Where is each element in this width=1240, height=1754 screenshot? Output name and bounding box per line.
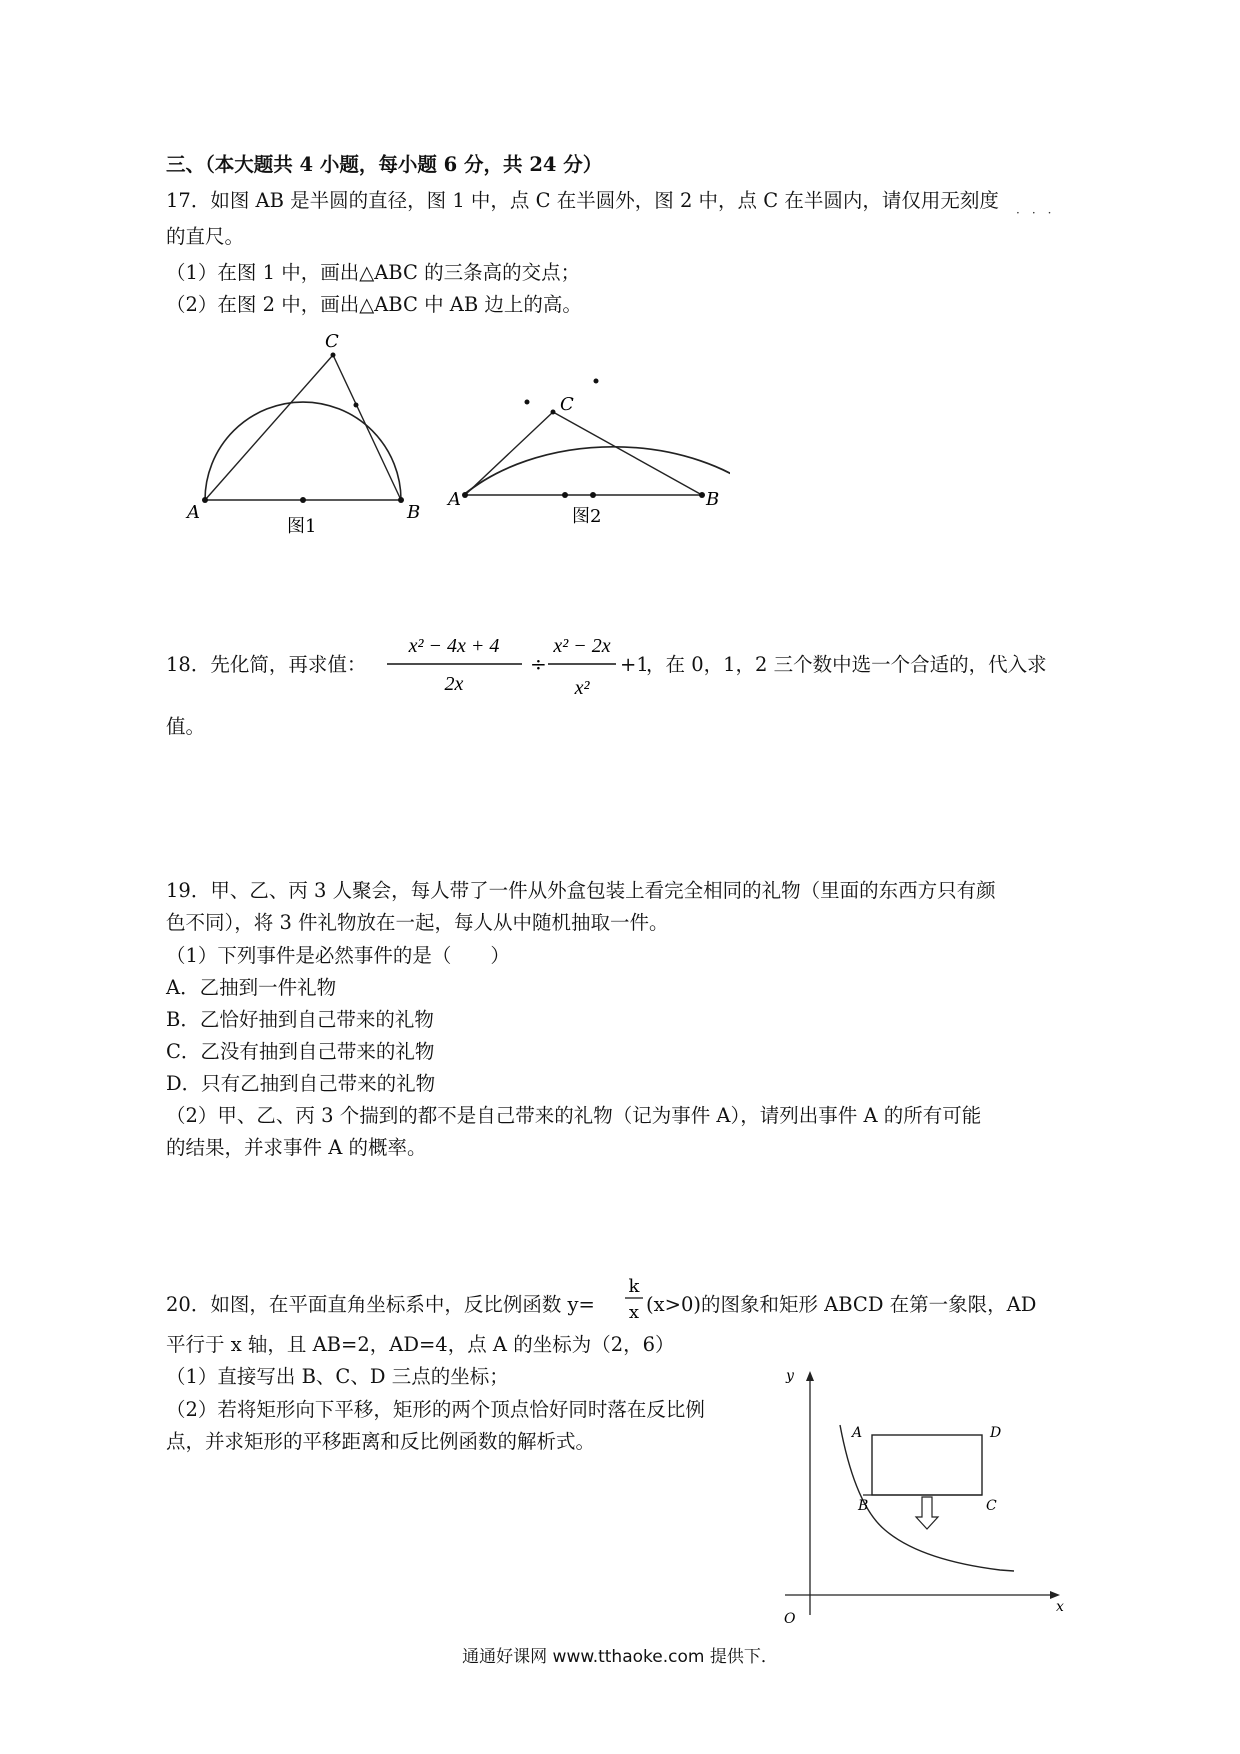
x-axis-arrow	[1050, 1591, 1060, 1599]
fig1-caption: 图1	[287, 516, 317, 537]
q20-graph	[770, 1365, 1070, 1640]
point-c	[551, 410, 556, 415]
q20-part1: （1）直接写出 B、C、D 三点的坐标；	[166, 1365, 509, 1388]
label-c: C	[560, 394, 574, 415]
q19-option-d: D．只有乙抽到自己带来的礼物	[166, 1072, 436, 1095]
center-point-1	[562, 492, 568, 498]
point-c	[331, 353, 336, 358]
center-point-2	[590, 492, 596, 498]
q19-option-b: B．乙恰好抽到自己带来的礼物	[166, 1008, 434, 1031]
semicircle-arc	[205, 402, 401, 500]
q19-option-a: A．乙抽到一件礼物	[166, 976, 337, 999]
label-c: C	[986, 1498, 997, 1514]
emphasis-dots: ···	[1016, 206, 1064, 220]
label-x: x	[1056, 1599, 1064, 1615]
q18-suffix: ，在 0，1，2 三个数中选一个合适的，代入求	[646, 653, 1047, 676]
arc-top-point	[594, 379, 599, 384]
q18-expression	[382, 628, 632, 708]
point-b	[398, 497, 404, 503]
fig2-caption: 图2	[572, 506, 602, 527]
divide-sign: ÷	[530, 652, 547, 676]
label-b: B	[407, 502, 421, 523]
figure-2	[440, 360, 730, 540]
q19-line1: 19．甲、乙、丙 3 人聚会，每人带了一件从外盒包装上看完全相同的礼物（里面的东西方只有颜	[166, 879, 996, 902]
q19-part2-line2: 的结果，并求事件 A 的概率。	[166, 1136, 427, 1159]
arc-left-point	[525, 400, 530, 405]
side-bc	[553, 412, 702, 495]
intersection-point	[354, 403, 359, 408]
side-bc	[333, 355, 401, 500]
q19-part2-line1: （2）甲、乙、丙 3 个揣到的都不是自己带来的礼物（记为事件 A），请列出事件 A 的所有可能	[166, 1104, 982, 1127]
q19-line2: 色不同），将 3 件礼物放在一起，每人从中随机抽取一件。	[166, 911, 669, 934]
q19-part1: （1）下列事件是必然事件的是（ ）	[166, 944, 510, 967]
frac1-denominator: 2x	[444, 673, 464, 695]
frac1-numerator: x² − 4x + 4	[408, 635, 500, 657]
q17-part2: （2）在图 2 中，画出△ABC 中 AB 边上的高。	[166, 293, 582, 316]
fraction-denominator: x	[628, 1302, 640, 1323]
q17-line1: 17．如图 AB 是半圆的直径，图 1 中，点 C 在半圆外，图 2 中，点 C 在半圆内，请仅用无刻度	[166, 189, 999, 212]
frac2-denominator: x²	[574, 677, 590, 699]
label-d: D	[990, 1425, 1002, 1441]
figure-1	[175, 325, 445, 545]
q17-part1: （1）在图 1 中，画出△ABC 的三条高的交点；	[166, 261, 581, 284]
label-b: B	[858, 1498, 869, 1514]
fraction-numerator: k	[628, 1276, 640, 1297]
label-o: O	[784, 1611, 796, 1627]
label-a: A	[448, 489, 461, 510]
rectangle-abcd	[872, 1435, 982, 1495]
down-arrow-icon	[916, 1497, 938, 1529]
frac2-numerator: x² − 2x	[553, 635, 611, 657]
label-c: C	[325, 331, 339, 352]
q20-suffix: (x>0)的图象和矩形 ABCD 在第一象限，AD	[646, 1293, 1037, 1316]
q20-prefix: 20．如图，在平面直角坐标系中，反比例函数 y=	[166, 1293, 595, 1316]
center-point	[300, 497, 306, 503]
label-b: B	[706, 489, 720, 510]
q17-line2: 的直尺。	[166, 225, 245, 248]
q19-option-c: C．乙没有抽到自己带来的礼物	[166, 1040, 435, 1063]
label-a: A	[852, 1425, 863, 1441]
q18-plus-one: +1	[620, 653, 649, 676]
point-b	[699, 492, 705, 498]
q20-line2: 平行于 x 轴，且 AB=2，AD=4，点 A 的坐标为（2，6）	[166, 1333, 675, 1356]
point-a	[462, 492, 468, 498]
y-axis-arrow	[806, 1371, 814, 1381]
q20-fraction	[622, 1272, 646, 1332]
footer-text: 通通好课网 www.tthaoke.com 提供下．	[462, 1647, 778, 1667]
side-ac	[465, 412, 553, 495]
q18-line2: 值。	[166, 715, 206, 738]
q18-prefix: 18．先化简，再求值：	[166, 653, 367, 676]
section-heading: 三、（本大题共 4 小题，每小题 6 分，共 24 分）	[166, 153, 603, 176]
label-y: y	[786, 1368, 794, 1384]
side-ac	[205, 355, 333, 500]
label-a: A	[187, 502, 200, 523]
q20-part2-line2: 点，并求矩形的平移距离和反比例函数的解析式。	[166, 1430, 596, 1453]
point-a	[202, 497, 208, 503]
q20-part2-line1: （2）若将矩形向下平移，矩形的两个顶点恰好同时落在反比例	[166, 1398, 705, 1421]
